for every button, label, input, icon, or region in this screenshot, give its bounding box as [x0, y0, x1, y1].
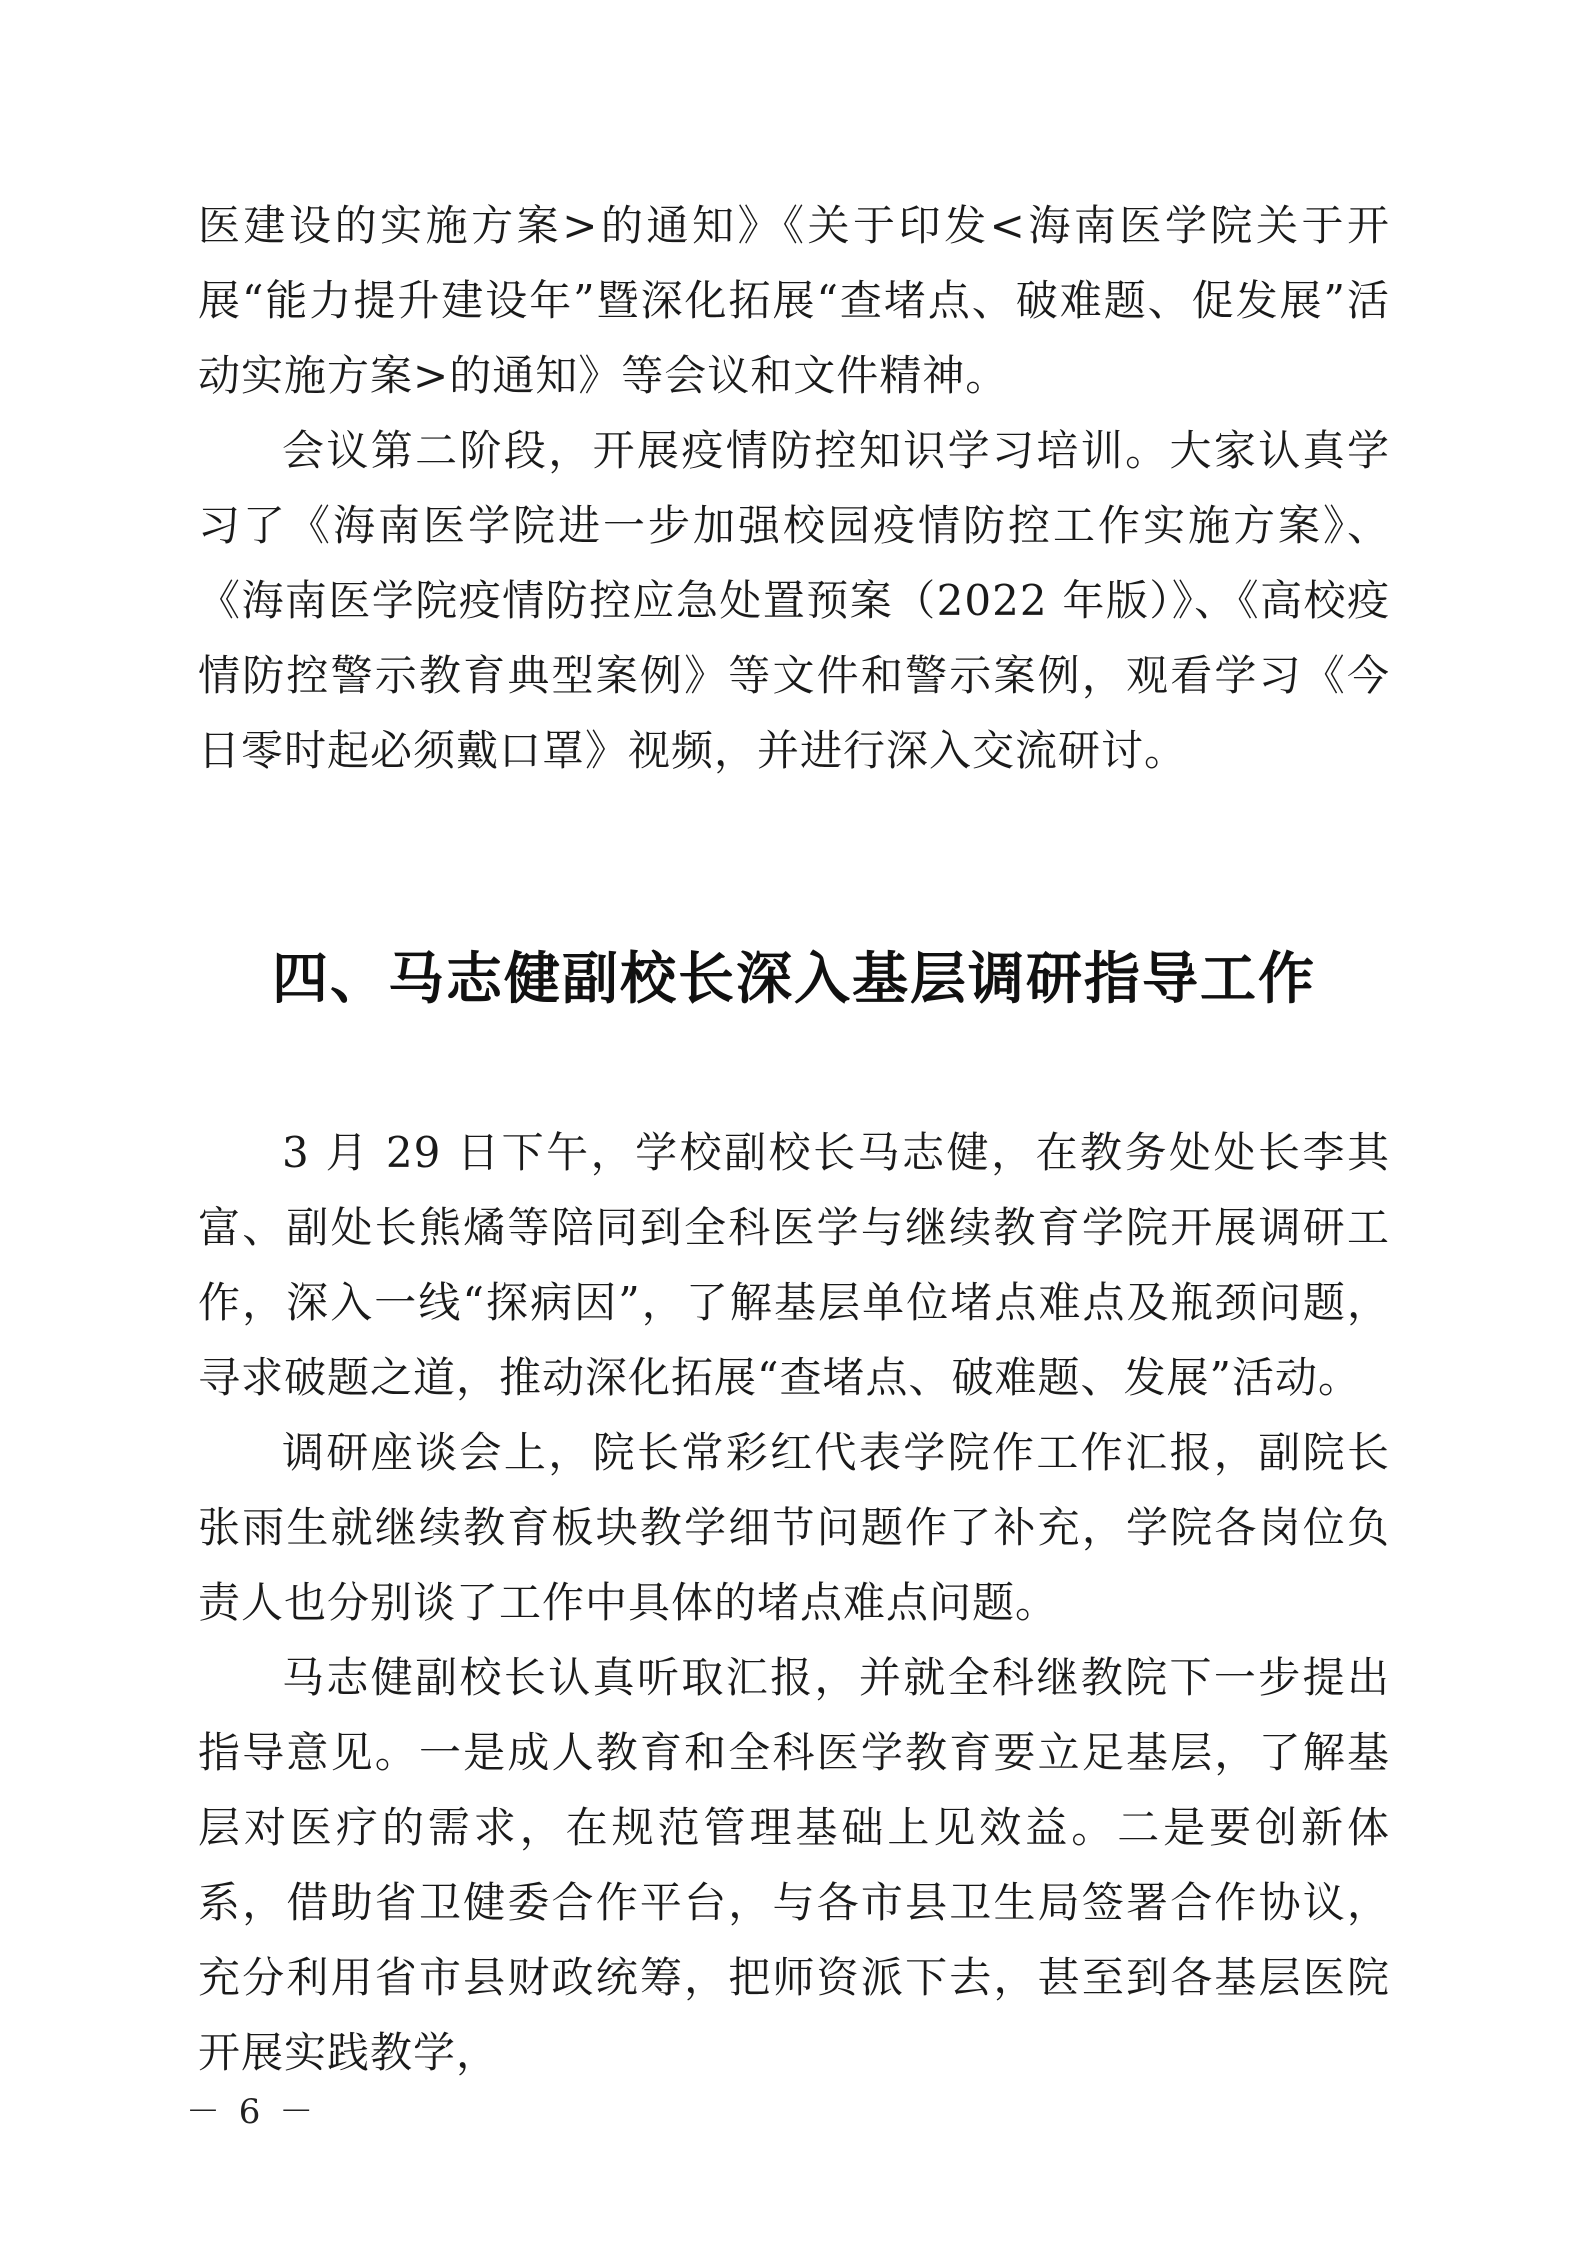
paragraph-continued: 医建设的实施方案>的通知》《关于印发<海南医学院关于开展“能力提升建设年”暨深化拓展“查堵点、破难题、促发展”活动实施方案>的通知》等会议和文件精神。: [198, 201, 1390, 400]
page-number: － 6 －: [186, 2092, 318, 2132]
section-heading: 四、马志健副校长深入基层调研指导工作: [272, 947, 1316, 1012]
paragraph-symposium: 调研座谈会上，院长常彩红代表学院作工作汇报，副院长张雨生就继续教育板块教学细节问题作了补充，学院各岗位负责人也分别谈了工作中具体的堵点难点问题。: [198, 1428, 1390, 1627]
paragraph-research-visit: 3 月 29 日下午，学校副校长马志健，在教务处处长李其富、副处长熊燏等陪同到全科医学与继续教育学院开展调研工作，深入一线“探病因”，了解基层单位堵点难点及瓶颈问题，寻求破题之道，推动深化拓展“查堵点、破难题、发展”活动。: [198, 1128, 1390, 1402]
paragraph-epidemic-training: 会议第二阶段，开展疫情防控知识学习培训。大家认真学习了《海南医学院进一步加强校园疫情防控工作实施方案》、《海南医学院疫情防控应急处置预案（2022 年版）》、《高校疫情防控警示教育典型案例》等文件和警示案例，观看学习《今日零时起必须戴口罩》视频，并进行深入交流研讨。: [198, 426, 1390, 775]
top-section-body: [198, 188, 1390, 788]
section-four-body: [198, 1115, 1390, 2090]
paragraph-guidance: 马志健副校长认真听取汇报，并就全科继教院下一步提出指导意见。一是成人教育和全科医学教育要立足基层，了解基层对医疗的需求，在规范管理基础上见效益。二是要创新体系，借助省卫健委合作平台，与各市县卫生局签署合作协议，充分利用省市县财政统筹，把师资派下去，甚至到各基层医院开展实践教学，: [198, 1653, 1390, 2077]
